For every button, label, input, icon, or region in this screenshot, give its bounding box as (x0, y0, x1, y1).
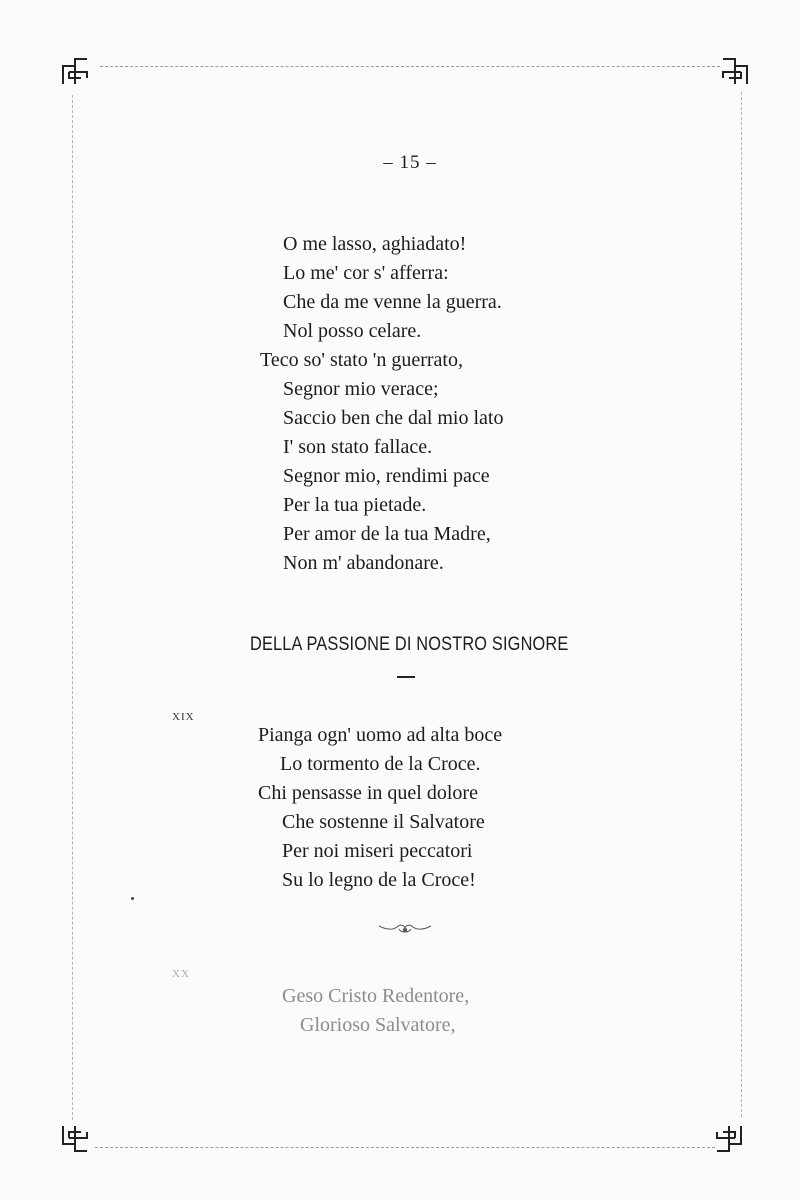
poem-numeral-xx: XX (172, 968, 190, 980)
verse-line: Su lo legno de la Croce! (282, 869, 476, 891)
verse-line: Per amor de la tua Madre, (283, 523, 491, 545)
frame-right-rule (741, 92, 742, 1117)
corner-ornament-icon (60, 1124, 90, 1154)
verse-line: Nol posso celare. (283, 320, 422, 342)
flourish-ornament-icon (375, 918, 435, 938)
verse-line: Non m' abandonare. (283, 552, 444, 574)
corner-ornament-icon (714, 1124, 744, 1154)
ink-speck (131, 897, 134, 900)
frame-top-rule (100, 66, 720, 67)
heading-divider (397, 676, 415, 678)
verse-line: Saccio ben che dal mio lato (283, 407, 504, 429)
verse-line: Pianga ogn' uomo ad alta boce (258, 724, 503, 746)
frame-left-rule (72, 95, 73, 1120)
verse-line: Per noi miseri peccatori (282, 840, 473, 862)
verse-line: Lo tormento de la Croce. (280, 753, 481, 775)
verse-line: Teco so' stato 'n guerrato, (260, 349, 463, 371)
verse-line: O me lasso, aghiadato! (283, 233, 467, 255)
page-number: – 15 – (383, 152, 437, 173)
corner-ornament-icon (60, 56, 90, 86)
verse-line: Geso Cristo Redentore, (282, 985, 470, 1007)
verse-line: Che sostenne il Salvatore (282, 811, 485, 833)
verse-line: Segnor mio, rendimi pace (283, 465, 490, 487)
verse-line: Per la tua pietade. (283, 494, 427, 516)
verse-line: I' son stato fallace. (283, 436, 433, 458)
poem-numeral-xix: XIX (172, 711, 195, 723)
section-heading: DELLA PASSIONE DI NOSTRO SIGNORE (250, 634, 569, 655)
frame-bottom-rule (95, 1147, 715, 1148)
verse-line: Lo me' cor s' afferra: (283, 262, 449, 284)
verse-line: Segnor mio verace; (283, 378, 439, 400)
corner-ornament-icon (720, 56, 750, 86)
verse-line: Glorioso Salvatore, (300, 1014, 456, 1036)
verse-line: Chi pensasse in quel dolore (258, 782, 478, 804)
verse-line: Che da me venne la guerra. (283, 291, 502, 313)
